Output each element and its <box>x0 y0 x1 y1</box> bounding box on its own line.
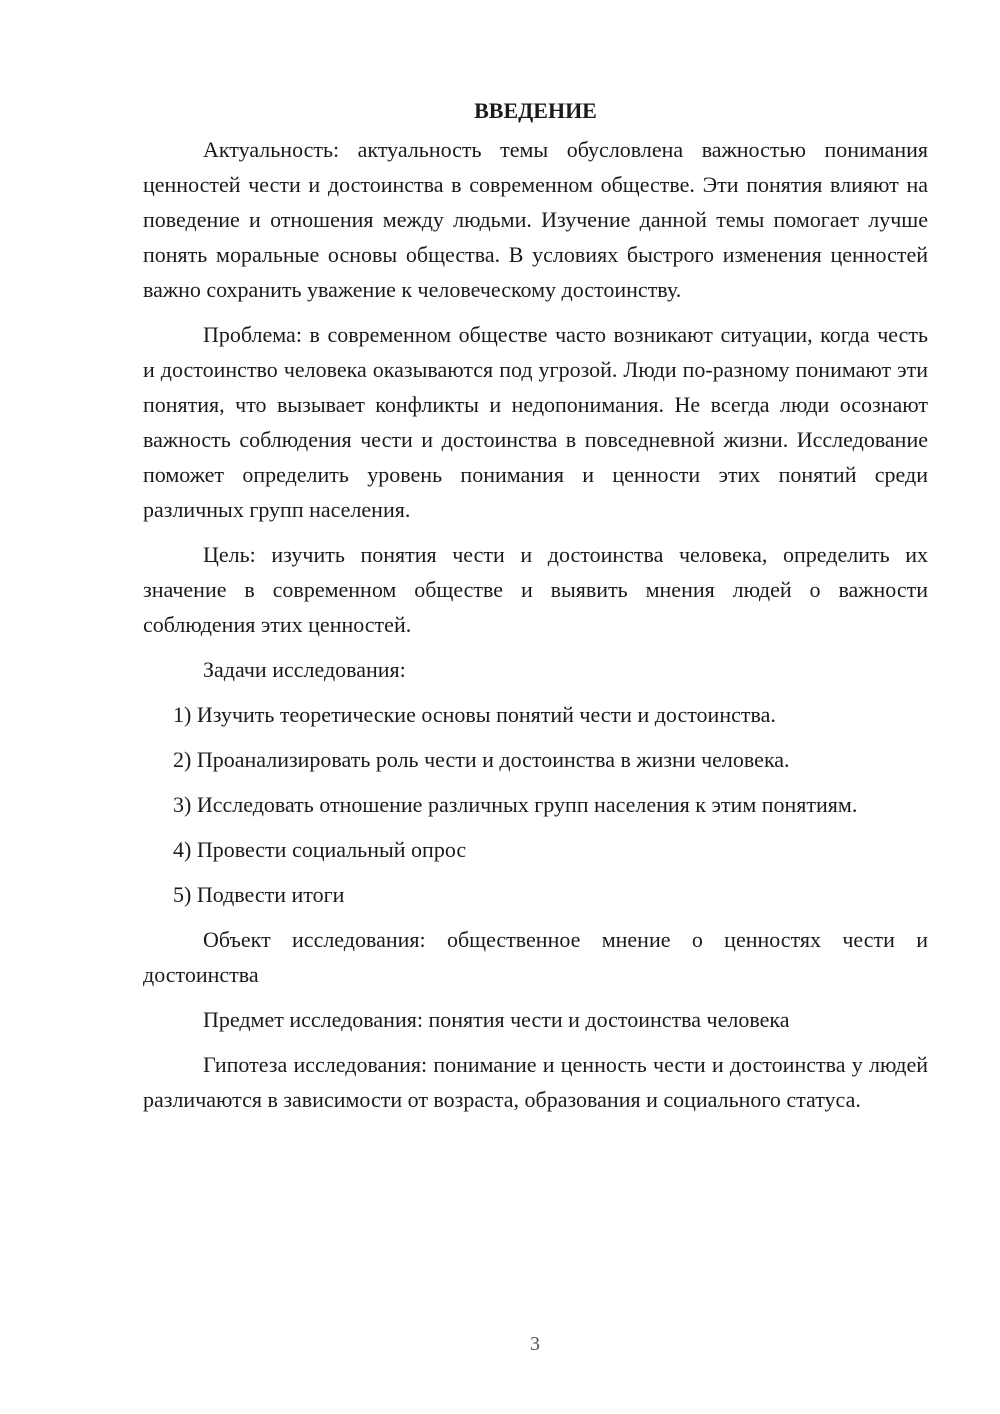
relevance-paragraph: Актуальность: актуальность темы обусловлена важностью понимания ценностей чести и достоинства в современном обществе. Эти понятия влияют на поведение и отношения между людьми. Изучение данной темы помогает лучше понять моральные основы общества. В условиях быстрого изменения ценностей важно сохранить уважение к человеческому достоинству. <box>143 137 928 302</box>
tasks-heading: Задачи исследования: <box>203 657 406 682</box>
subject-paragraph: Предмет исследования: понятия чести и достоинства человека <box>203 1007 790 1032</box>
task-item-2: 2) Проанализировать роль чести и достоинства в жизни человека. <box>173 747 790 772</box>
problem-paragraph: Проблема: в современном обществе часто возникают ситуации, когда честь и достоинство человека оказываются под угрозой. Люди по-разному понимают эти понятия, что вызывает конфликты и недопонимания. Не всегда люди осознают важность соблюдения чести и достоинства в повседневной жизни. Исследование поможет определить уровень понимания и ценности этих понятий среди различных групп населения. <box>143 322 928 522</box>
task-item-5: 5) Подвести итоги <box>173 882 345 907</box>
document-page <box>143 96 928 1127</box>
task-item-4: 4) Провести социальный опрос <box>173 837 467 862</box>
goal-paragraph: Цель: изучить понятия чести и достоинства человека, определить их значение в современном обществе и выявить мнения людей о важности соблюдения этих ценностей. <box>143 542 928 637</box>
task-item-1: 1) Изучить теоретические основы понятий чести и достоинства. <box>173 702 776 727</box>
object-paragraph: Объект исследования: общественное мнение о ценностях чести и достоинства <box>143 927 928 987</box>
page-title: ВВЕДЕНИЕ <box>474 98 597 123</box>
page-number: 3 <box>530 1333 540 1355</box>
hypothesis-paragraph: Гипотеза исследования: понимание и ценность чести и достоинства у людей различаются в зависимости от возраста, образования и социального статуса. <box>143 1052 928 1112</box>
task-item-3: 3) Исследовать отношение различных групп населения к этим понятиям. <box>173 792 858 817</box>
